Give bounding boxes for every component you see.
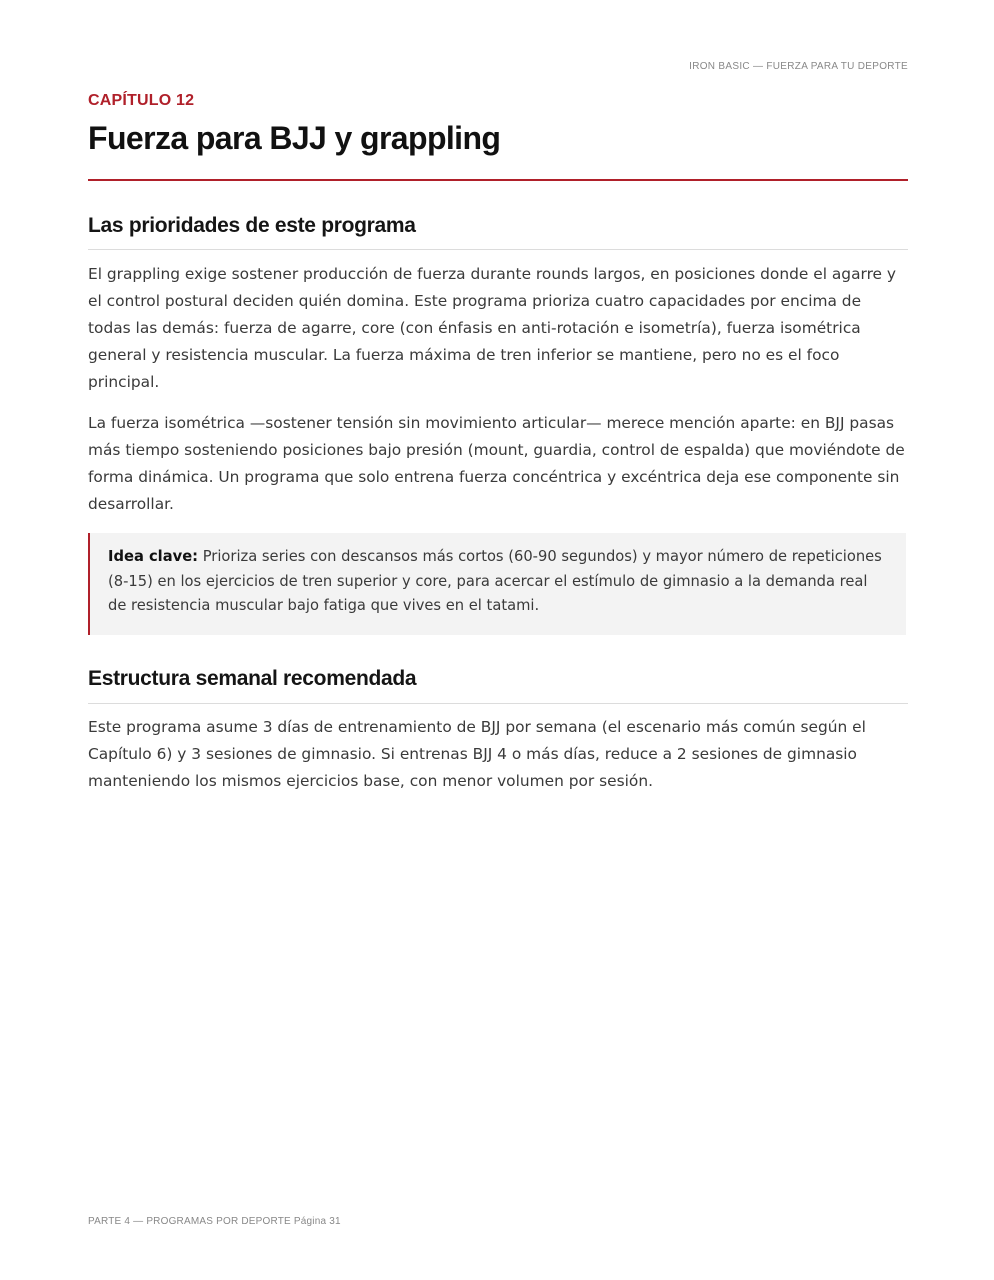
- callout-body: Prioriza series con descansos más cortos (60-90 segundos) y mayor número de repeticiones (8-15) en los ejercicios de tren superior y core, para acercar el estímulo de gimnasio a la demanda real de resistencia muscular bajo fatiga que vives en el tatami.: [108, 548, 882, 614]
- chapter-title: Fuerza para BJJ y grappling: [88, 120, 501, 156]
- key-idea-callout: [88, 533, 906, 635]
- section-divider: [88, 703, 908, 704]
- title-divider: [88, 179, 908, 181]
- callout-text: [108, 545, 888, 619]
- section-heading-estructura: Estructura semanal recomendada: [88, 667, 417, 690]
- callout-label: Idea clave:: [108, 548, 199, 565]
- section-heading-prioridades: Las prioridades de este programa: [88, 214, 416, 237]
- paragraph-estructura: Este programa asume 3 días de entrenamiento de BJJ por semana (el escenario más común según el Capítulo 6) y 3 sesiones de gimnasio. Si entrenas BJJ 4 o más días, reduce a 2 sesiones de gimnasio manteniendo los mismos ejercicios base, con menor volumen por sesión.: [88, 718, 866, 790]
- document-page: [88, 0, 908, 1280]
- chapter-label: CAPÍTULO 12: [88, 92, 195, 109]
- paragraph-isometrica: La fuerza isométrica —sostener tensión sin movimiento articular— merece mención aparte: en BJJ pasas más tiempo sosteniendo posiciones bajo presión (mount, guardia, control de espalda) que moviéndote de forma dinámica. Un programa que solo entrena fuerza concéntrica y excéntrica deja ese componente sin desarrollar.: [88, 414, 905, 513]
- paragraph-prioridades: El grappling exige sostener producción de fuerza durante rounds largos, en posiciones donde el agarre y el control postural deciden quién domina. Este programa prioriza cuatro capacidades por encima de todas las demás: fuerza de agarre, core (con énfasis en anti-rotación e isometría), fuerza isométrica general y resistencia muscular. La fuerza máxima de tren inferior se mantiene, pero no es el foco principal.: [88, 265, 897, 391]
- section-divider: [88, 249, 908, 250]
- running-header: IRON BASIC — FUERZA PARA TU DEPORTE: [689, 61, 908, 72]
- page-footer: PARTE 4 — PROGRAMAS POR DEPORTE Página 31: [88, 1216, 341, 1227]
